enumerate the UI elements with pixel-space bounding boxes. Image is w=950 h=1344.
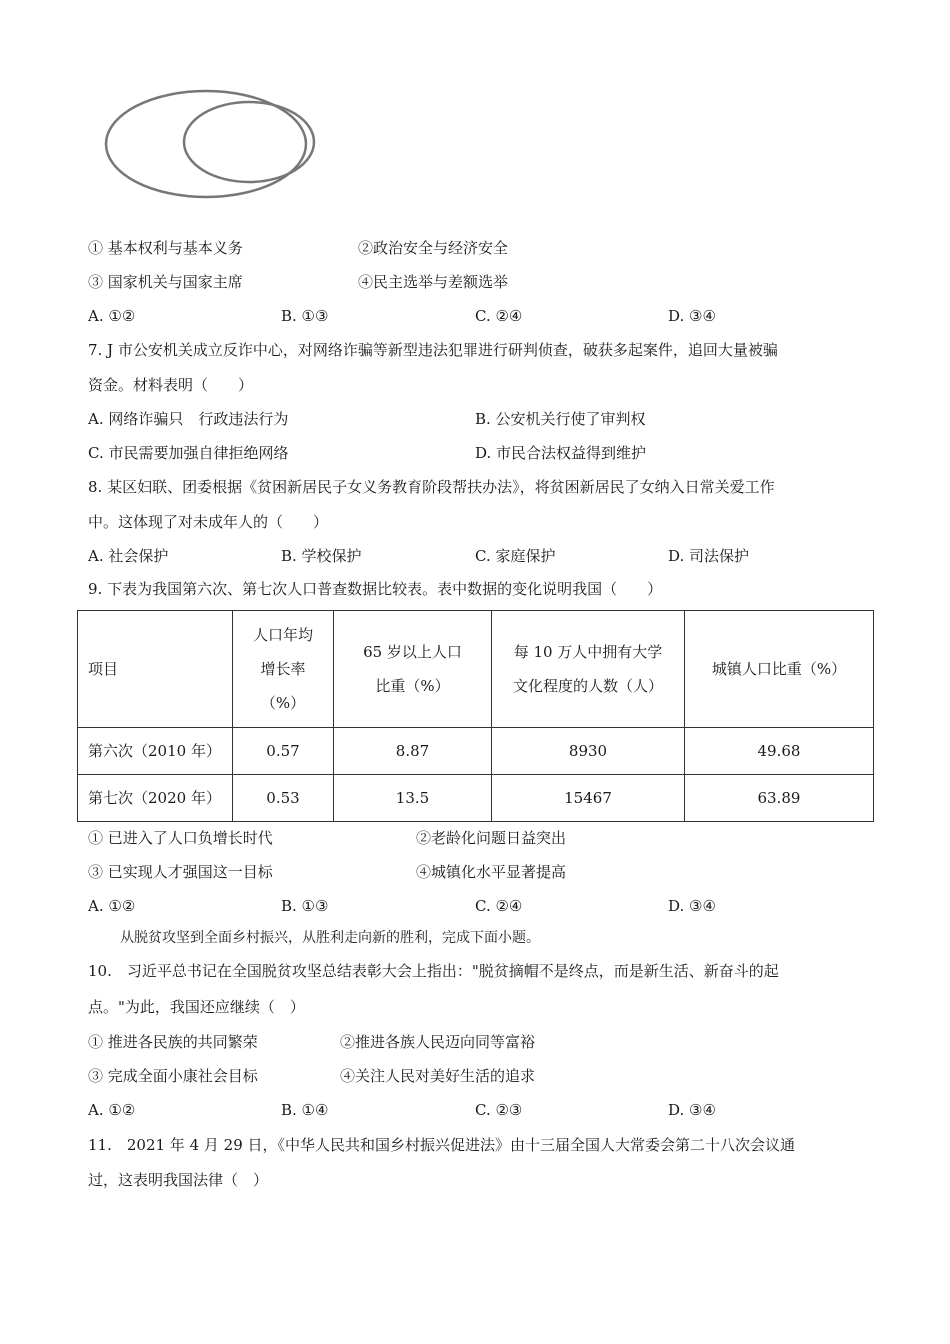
q9-choice-a: A. ①② xyxy=(88,897,136,915)
q11-stem-line1: 11. 2021 年 4 月 29 日，《中华人民共和国乡村振兴促进法》由十三届全国人大常委会第二十八次会议通 xyxy=(88,1136,796,1154)
q6-option-1: ① 基本权利与基本义务 xyxy=(88,239,243,257)
q10-option-3: ③ 完成全面小康社会目标 xyxy=(88,1067,258,1085)
row1-growth: 0.57 xyxy=(233,728,334,775)
outer-ellipse xyxy=(106,91,306,197)
header-growth-rate: 人口年均 增长率 （%） xyxy=(233,611,334,728)
q9-choice-b: B. ①③ xyxy=(281,897,329,915)
q8-stem-line2: 中。这体现了对未成年人的（ ） xyxy=(88,513,329,531)
q6-choice-c: C. ②④ xyxy=(475,307,523,325)
q9-option-2: ②老龄化问题日益突出 xyxy=(416,829,567,847)
q7-choice-d: D. 市民合法权益得到维护 xyxy=(475,444,647,462)
q6-option-3: ③ 国家机关与国家主席 xyxy=(88,273,243,291)
row1-label: 第六次（2010 年） xyxy=(78,728,233,775)
q10-choice-c: C. ②③ xyxy=(475,1101,523,1119)
q8-stem-line1: 8. 某区妇联、团委根据《贫困新居民子女义务教育阶段帮扶办法》，将贫困新居民了女纳入日常关爱工作 xyxy=(88,478,775,496)
section-note: 从脱贫攻坚到全面乡村振兴，从胜利走向新的胜利，完成下面小题。 xyxy=(120,930,540,946)
header-item: 项目 xyxy=(78,611,233,728)
q8-choice-c: C. 家庭保护 xyxy=(475,547,556,565)
q8-choice-b: B. 学校保护 xyxy=(281,547,362,565)
row2-label: 第七次（2020 年） xyxy=(78,775,233,822)
q8-choice-d: D. 司法保护 xyxy=(668,547,750,565)
inner-ellipse xyxy=(184,102,314,182)
q7-stem-line2: 资金。材料表明（ ） xyxy=(88,376,254,394)
row2-growth: 0.53 xyxy=(233,775,334,822)
q10-stem-line1: 10. 习近平总书记在全国脱贫攻坚总结表彰大会上指出："脱贫摘帽不是终点，而是新生活、新奋斗的起 xyxy=(88,962,779,980)
q6-option-4: ④民主选举与差额选举 xyxy=(358,273,509,291)
table-row xyxy=(78,728,874,775)
q10-choice-d: D. ③④ xyxy=(668,1101,716,1119)
q10-choice-b: B. ①④ xyxy=(281,1101,329,1119)
row2-over65: 13.5 xyxy=(334,775,492,822)
q7-choice-c: C. 市民需要加强自律拒绝网络 xyxy=(88,444,289,462)
q7-choice-b: B. 公安机关行使了审判权 xyxy=(475,410,646,428)
q10-option-2: ②推进各族人民迈向同等富裕 xyxy=(340,1033,536,1051)
row2-university: 15467 xyxy=(492,775,685,822)
q9-choice-c: C. ②④ xyxy=(475,897,523,915)
row1-urban: 49.68 xyxy=(685,728,874,775)
q7-stem-line1: 7. J 市公安机关成立反诈中心，对网络诈骗等新型违法犯罪进行研判侦查，破获多起案件，追回大量被骗 xyxy=(88,341,778,359)
q6-choice-d: D. ③④ xyxy=(668,307,716,325)
q10-option-1: ① 推进各民族的共同繁荣 xyxy=(88,1033,258,1051)
row2-urban: 63.89 xyxy=(685,775,874,822)
row1-over65: 8.87 xyxy=(334,728,492,775)
q9-option-4: ④城镇化水平显著提高 xyxy=(416,863,567,881)
table-row xyxy=(78,775,874,822)
row1-university: 8930 xyxy=(492,728,685,775)
q10-choice-a: A. ①② xyxy=(88,1101,136,1119)
census-table xyxy=(77,610,874,822)
q6-choice-b: B. ①③ xyxy=(281,307,329,325)
q9-choice-d: D. ③④ xyxy=(668,897,716,915)
q7-choice-a: A. 网络诈骗只 行政违法行为 xyxy=(88,410,289,428)
q9-stem: 9. 下表为我国第六次、第七次人口普查数据比较表。表中数据的变化说明我国（ ） xyxy=(88,580,663,598)
q11-stem-line2: 过，这表明我国法律（ ） xyxy=(88,1171,269,1189)
q8-choice-a: A. 社会保护 xyxy=(88,547,169,565)
q6-choice-a: A. ①② xyxy=(88,307,136,325)
header-urban: 城镇人口比重（%） xyxy=(685,611,874,728)
nested-ellipse-diagram xyxy=(100,82,320,206)
q9-option-3: ③ 已实现人才强国这一目标 xyxy=(88,863,273,881)
q6-option-2: ②政治安全与经济安全 xyxy=(358,239,509,257)
q10-option-4: ④关注人民对美好生活的追求 xyxy=(340,1067,536,1085)
q10-stem-line2: 点。"为此，我国还应继续（ ） xyxy=(88,998,305,1016)
table-header-row xyxy=(78,611,874,728)
header-university: 每 10 万人中拥有大学 文化程度的人数（人） xyxy=(492,611,685,728)
q9-option-1: ① 已进入了人口负增长时代 xyxy=(88,829,273,847)
header-over65: 65 岁以上人口 比重（%） xyxy=(334,611,492,728)
